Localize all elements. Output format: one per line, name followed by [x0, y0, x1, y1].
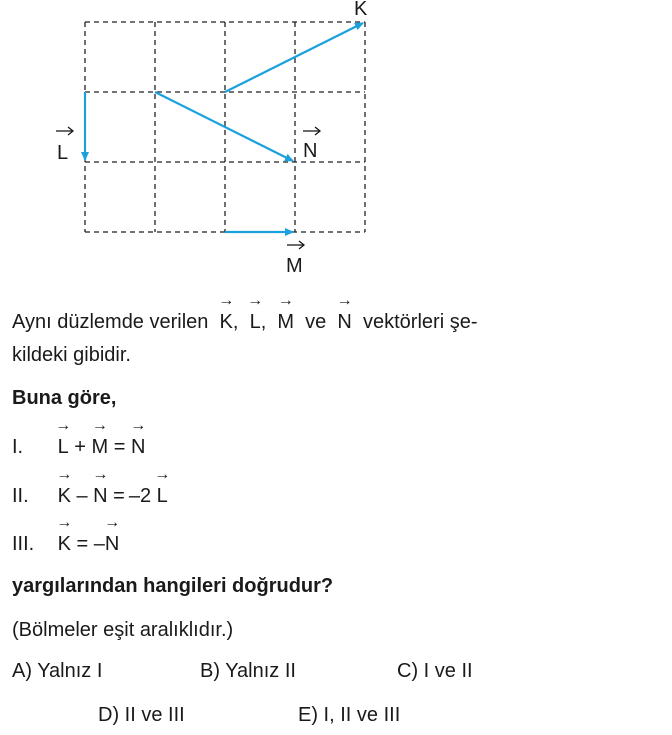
statement-3: [12, 530, 119, 556]
vector-N-label: N: [303, 140, 318, 162]
question-intro-line1: [12, 308, 477, 334]
intro-comma: ,: [260, 311, 267, 333]
intro-vector-L: → L: [250, 308, 261, 334]
intro-text-end: vektörleri şe-: [363, 311, 478, 333]
coefficient: –2: [128, 485, 152, 507]
vector-grid-diagram: [0, 0, 672, 290]
operator-equals: =: [76, 533, 89, 555]
vector-M-label: M: [286, 255, 303, 277]
vector-L-label-group: [56, 127, 73, 164]
operator-equals: =: [113, 436, 126, 458]
statement-2-term-K: → K: [58, 482, 71, 508]
vector-K-label: K: [354, 0, 368, 20]
option-b[interactable]: B) Yalnız II: [200, 660, 296, 682]
option-e[interactable]: E) I, II ve III: [298, 704, 401, 726]
statement-1-term-M: → M: [92, 433, 109, 459]
operator-equals: =: [113, 485, 125, 507]
intro-vector-M: → M: [277, 308, 294, 334]
operator-negative: –: [93, 533, 105, 555]
statement-2-term-N: → N: [93, 482, 107, 508]
operator-plus: +: [74, 436, 86, 458]
statement-3-term-N: → N: [105, 530, 119, 556]
statement-3-term-K: → K: [58, 530, 71, 556]
vector-N-arrow: [155, 92, 293, 161]
vector-L-label: L: [57, 142, 69, 164]
operator-minus: –: [76, 485, 88, 507]
vector-K-arrow: [225, 23, 363, 92]
question-prompt: yargılarından hangileri doğrudur?: [12, 575, 334, 597]
statement-numeral: III.: [12, 533, 35, 555]
question-lead: Buna göre,: [12, 387, 117, 409]
option-d[interactable]: D) II ve III: [98, 704, 185, 726]
option-a[interactable]: A) Yalnız I: [12, 660, 103, 682]
statement-2-term-L: → L: [157, 482, 168, 508]
statement-1: [12, 433, 145, 459]
intro-text-start: Aynı düzlemde verilen: [12, 311, 209, 333]
statement-2: [12, 482, 168, 508]
question-intro-line2: kildeki gibidir.: [12, 344, 131, 366]
question-note: (Bölmeler eşit aralıklıdır.): [12, 619, 234, 641]
statement-numeral: I.: [12, 436, 24, 458]
statement-1-term-N: → N: [131, 433, 145, 459]
intro-vector-N: → N: [337, 308, 351, 334]
option-c[interactable]: C) I ve II: [397, 660, 473, 682]
intro-ve: ve: [305, 311, 327, 333]
vector-M-label-group: [286, 241, 304, 277]
statement-numeral: II.: [12, 485, 29, 507]
intro-vector-K: → K: [220, 308, 233, 334]
intro-comma: ,: [232, 311, 239, 333]
statement-1-term-L: → L: [58, 433, 69, 459]
vector-N-label-group: [303, 127, 320, 162]
